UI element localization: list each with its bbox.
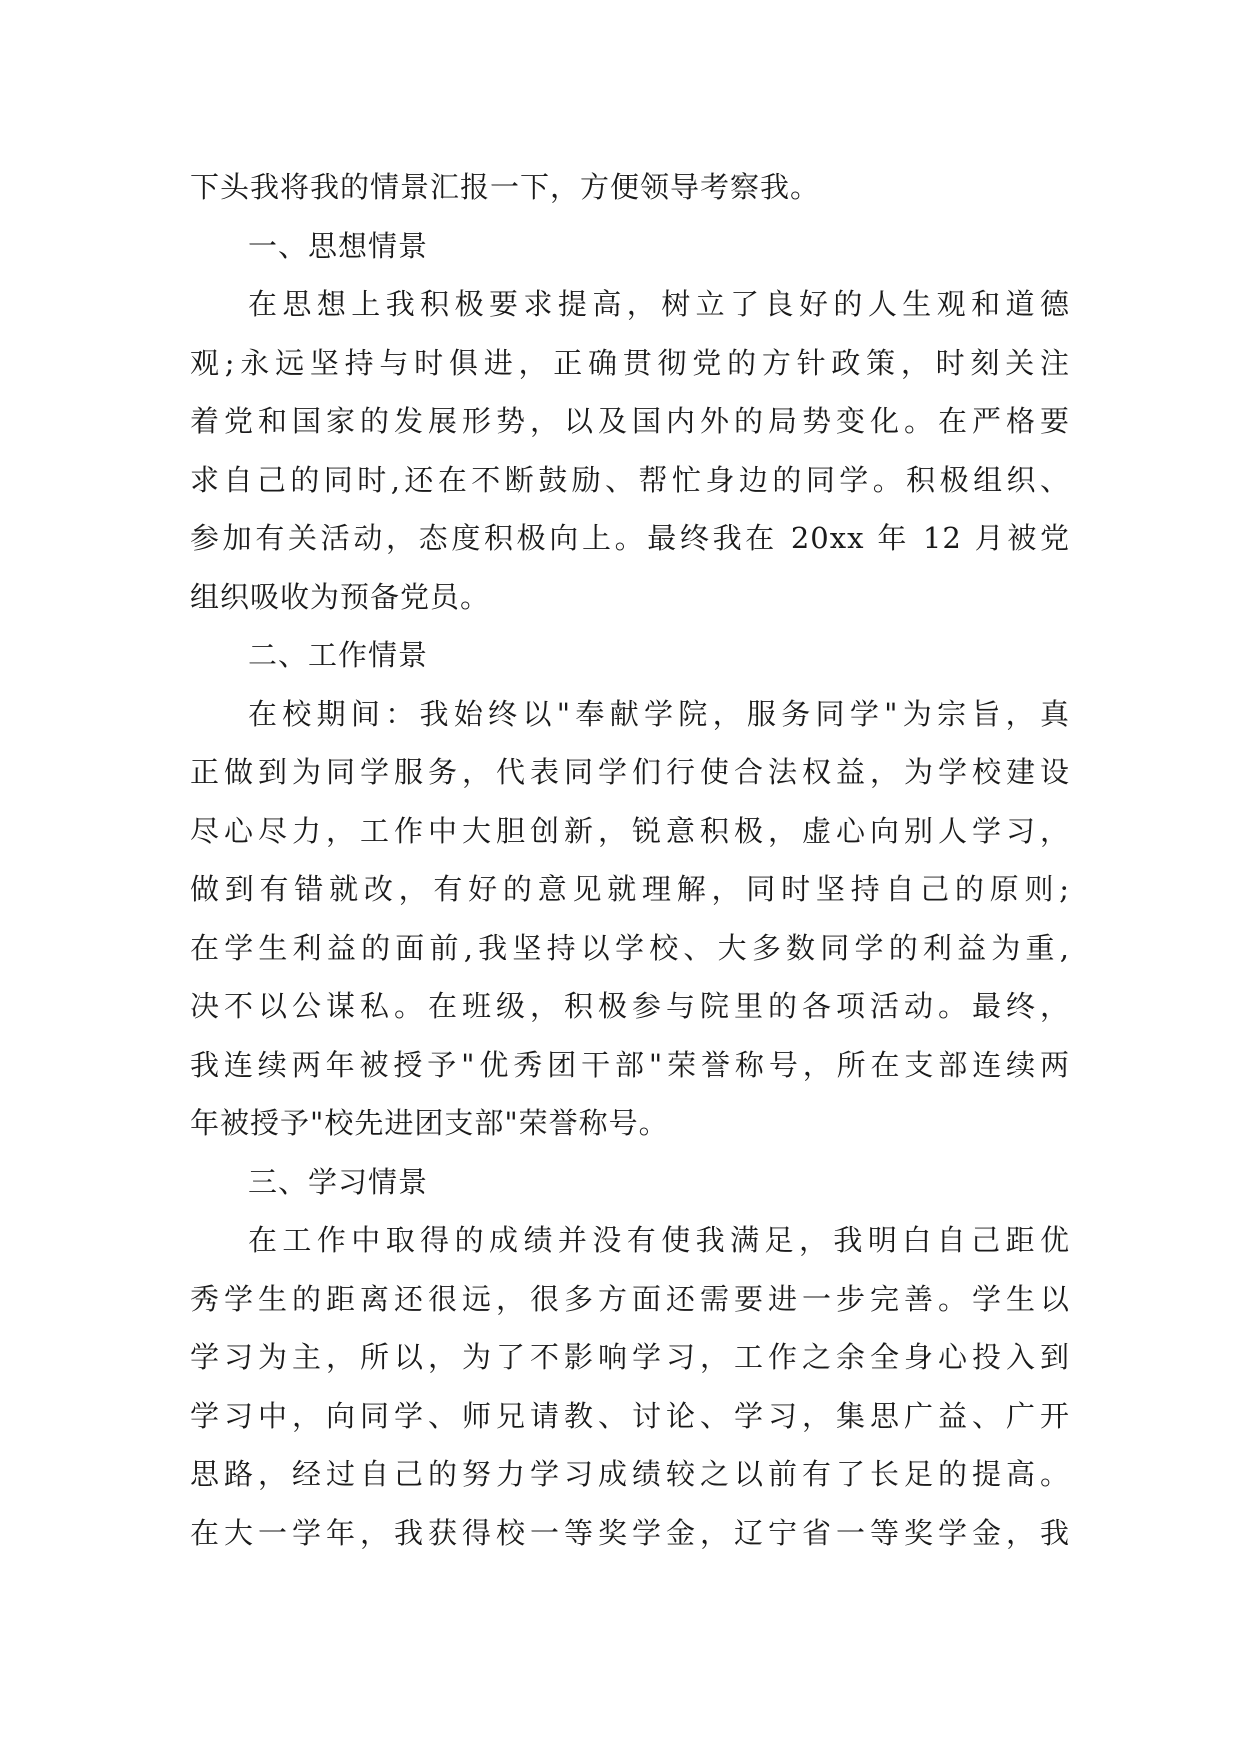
section-heading: 二、工作情景 [248, 638, 429, 672]
document-body [190, 158, 1070, 1562]
text-line: 着党和国家的发展形势，以及国内外的局势变化。在严格要 [190, 404, 1070, 438]
text-line: 在工作中取得的成绩并没有使我满足，我明白自己距优 [248, 1223, 1070, 1257]
text-line: 在大一学年，我获得校一等奖学金，辽宁省一等奖学金，我 [190, 1515, 1070, 1550]
text-line: 我连续两年被授予"优秀团干部"荣誉称号，所在支部连续两 [190, 1047, 1070, 1082]
text-line: 在学生利益的面前,我坚持以学校、大多数同学的利益为重, [190, 930, 1070, 965]
text-line: 学习中，向同学、师兄请教、讨论、学习，集思广益、广开 [190, 1398, 1070, 1433]
text-line: 参加有关活动，态度积极向上。最终我在 20xx 年 12 月被党 [190, 521, 1070, 555]
text-line: 决不以公谋私。在班级，积极参与院里的各项活动。最终， [190, 989, 1070, 1023]
section-heading: 三、学习情景 [248, 1164, 429, 1199]
text-line: 在思想上我积极要求提高，树立了良好的人生观和道德 [248, 287, 1070, 321]
text-line: 年被授予"校先进团支部"荣誉称号。 [190, 1106, 669, 1140]
text-line: 做到有错就改，有好的意见就理解，同时坚持自己的原则; [190, 872, 1070, 906]
text-line: 思路，经过自己的努力学习成绩较之以前有了长足的提高。 [190, 1457, 1070, 1491]
text-line: 在校期间：我始终以"奉献学院，服务同学"为宗旨，真 [248, 696, 1070, 731]
text-line: 求自己的同时,还在不断鼓励、帮忙身边的同学。积极组织、 [190, 462, 1070, 497]
text-line: 组织吸收为预备党员。 [190, 579, 491, 614]
text-line: 秀学生的距离还很远，很多方面还需要进一步完善。学生以 [190, 1281, 1070, 1316]
text-line: 尽心尽力，工作中大胆创新，锐意积极，虚心向别人学习， [190, 813, 1070, 848]
section-heading: 一、思想情景 [248, 228, 429, 263]
text-line: 下头我将我的情景汇报一下，方便领导考察我。 [190, 170, 821, 204]
text-line: 学习为主，所以，为了不影响学习，工作之余全身心投入到 [190, 1340, 1070, 1374]
text-line: 正做到为同学服务，代表同学们行使合法权益，为学校建设 [190, 755, 1070, 789]
text-line: 观;永远坚持与时俱进，正确贯彻党的方针政策，时刻关注 [190, 345, 1070, 380]
